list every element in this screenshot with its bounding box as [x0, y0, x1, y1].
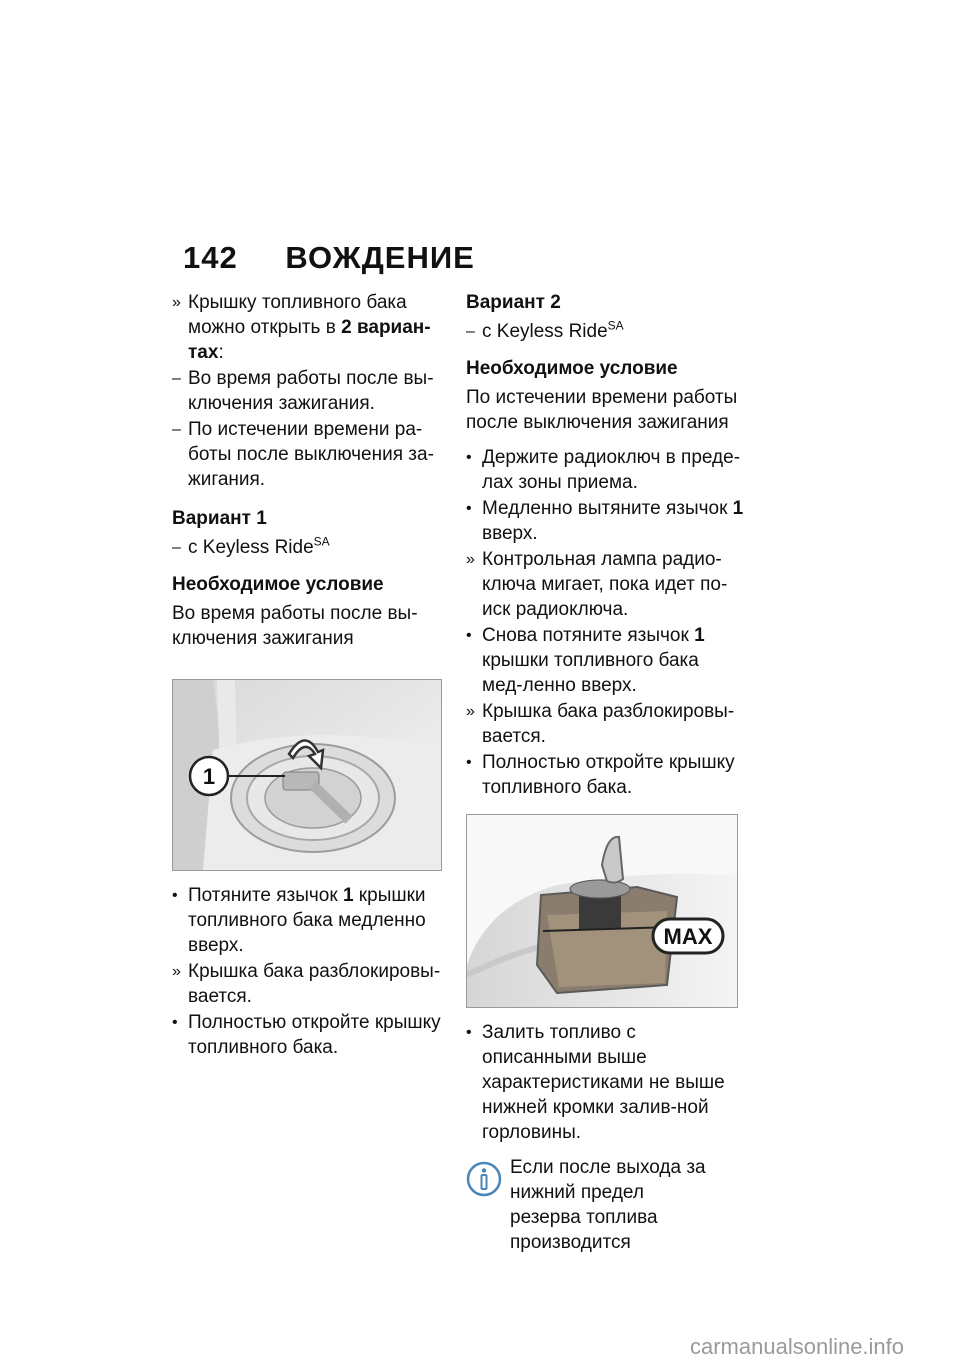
condition-text: Во время работы после вы-ключения зажигания — [172, 603, 418, 649]
bullet-item — [466, 750, 744, 800]
info-icon — [466, 1161, 502, 1197]
condition-text: По истечении времени работы после выключения зажигания — [466, 387, 738, 433]
info-note — [466, 1155, 744, 1255]
result-marker: » — [172, 294, 181, 311]
watermark: carmanualsonline.info — [690, 1334, 905, 1359]
dash-text: Во время работы после вы-ключения зажигания. — [188, 368, 434, 414]
bullet-item — [466, 445, 744, 495]
bullet-marker: • — [172, 1014, 178, 1031]
bullet-marker: • — [172, 887, 178, 904]
intro-colon: : — [218, 342, 224, 363]
max-label: MAX — [663, 924, 713, 949]
bullet-item — [466, 623, 744, 698]
bullet-marker: • — [466, 449, 472, 466]
bullet-ref: 1 — [342, 885, 354, 906]
bullet-ref: 1 — [732, 498, 744, 519]
result-item — [172, 290, 452, 365]
variant-heading: Вариант 1 — [172, 508, 267, 529]
page-header — [183, 240, 475, 276]
bullet-text: Снова потяните язычок — [482, 625, 695, 646]
result-marker: » — [466, 551, 475, 568]
tank-filler-illustration — [467, 815, 737, 1007]
bullet-text: Залить топливо с описанными выше характеристиками не выше нижней кромки залив-ной горловины. — [482, 1022, 725, 1143]
dash-marker: – — [172, 421, 181, 438]
bullet-text-cont: вверх. — [482, 523, 538, 544]
dash-item — [172, 535, 452, 560]
result-text: Контрольная лампа радио-ключа мигает, пока идет по-иск радиоключа. — [482, 549, 728, 620]
intro-bold: 2 вариан-тах — [188, 317, 431, 363]
result-text: Крышка бака разблокировы-вается. — [188, 961, 441, 1007]
dash-item — [172, 417, 452, 492]
bullet-marker: • — [466, 754, 472, 771]
bullet-text-cont: крышки топливного бака мед-ленно вверх. — [482, 650, 699, 696]
right-column — [466, 290, 744, 1255]
fuel-cap-figure — [172, 679, 442, 871]
dash-text: По истечении времени ра-боты после выключения за-жигания. — [188, 419, 434, 490]
bullet-text-cont: крышки топливного бака медленно вверх. — [188, 885, 426, 956]
result-item — [466, 547, 744, 622]
sa-superscript: SA — [313, 534, 330, 549]
variant-heading: Вариант 2 — [466, 292, 561, 313]
chapter-title: ВОЖДЕНИЕ — [285, 240, 475, 275]
bullet-marker: • — [466, 500, 472, 517]
left-column — [172, 290, 452, 1061]
condition-heading: Необходимое условие — [172, 574, 384, 595]
bullet-text: Потяните язычок — [188, 885, 343, 906]
result-item — [466, 699, 744, 749]
bullet-ref: 1 — [694, 625, 705, 646]
fuel-cap-illustration — [173, 680, 441, 870]
bullet-text: Держите радиоключ в преде-лах зоны приема. — [482, 447, 741, 493]
callout-number: 1 — [202, 764, 216, 789]
dash-marker: – — [172, 539, 181, 556]
bullet-marker: • — [466, 1024, 472, 1041]
info-text: Если после выхода за нижний предел резерва топлива производится — [510, 1157, 706, 1253]
bullet-item — [172, 883, 452, 958]
dash-marker: – — [466, 323, 475, 340]
result-text: Крышка бака разблокировы-вается. — [482, 701, 735, 747]
dash-marker: – — [172, 370, 181, 387]
bullet-item — [466, 496, 744, 546]
variant-text: с Keyless Ride — [188, 537, 314, 558]
variant-text: с Keyless Ride — [482, 321, 608, 342]
dash-item — [172, 366, 452, 416]
result-marker: » — [172, 963, 181, 980]
result-marker: » — [466, 703, 475, 720]
dash-item — [466, 319, 744, 344]
bullet-item — [172, 1010, 452, 1060]
tank-filler-figure — [466, 814, 738, 1008]
condition-heading: Необходимое условие — [466, 358, 678, 379]
sa-superscript: SA — [607, 318, 624, 333]
intro-text: Крышку топливного бака можно открыть в — [188, 292, 407, 338]
bullet-item — [466, 1020, 744, 1145]
result-item — [172, 959, 452, 1009]
bullet-text: Полностью откройте крышку топливного бака. — [188, 1012, 441, 1058]
bullet-text: Полностью откройте крышку топливного бака. — [482, 752, 735, 798]
bullet-text: Медленно вытяните язычок — [482, 498, 733, 519]
page-number: 142 — [183, 240, 238, 275]
bullet-marker: • — [466, 627, 472, 644]
